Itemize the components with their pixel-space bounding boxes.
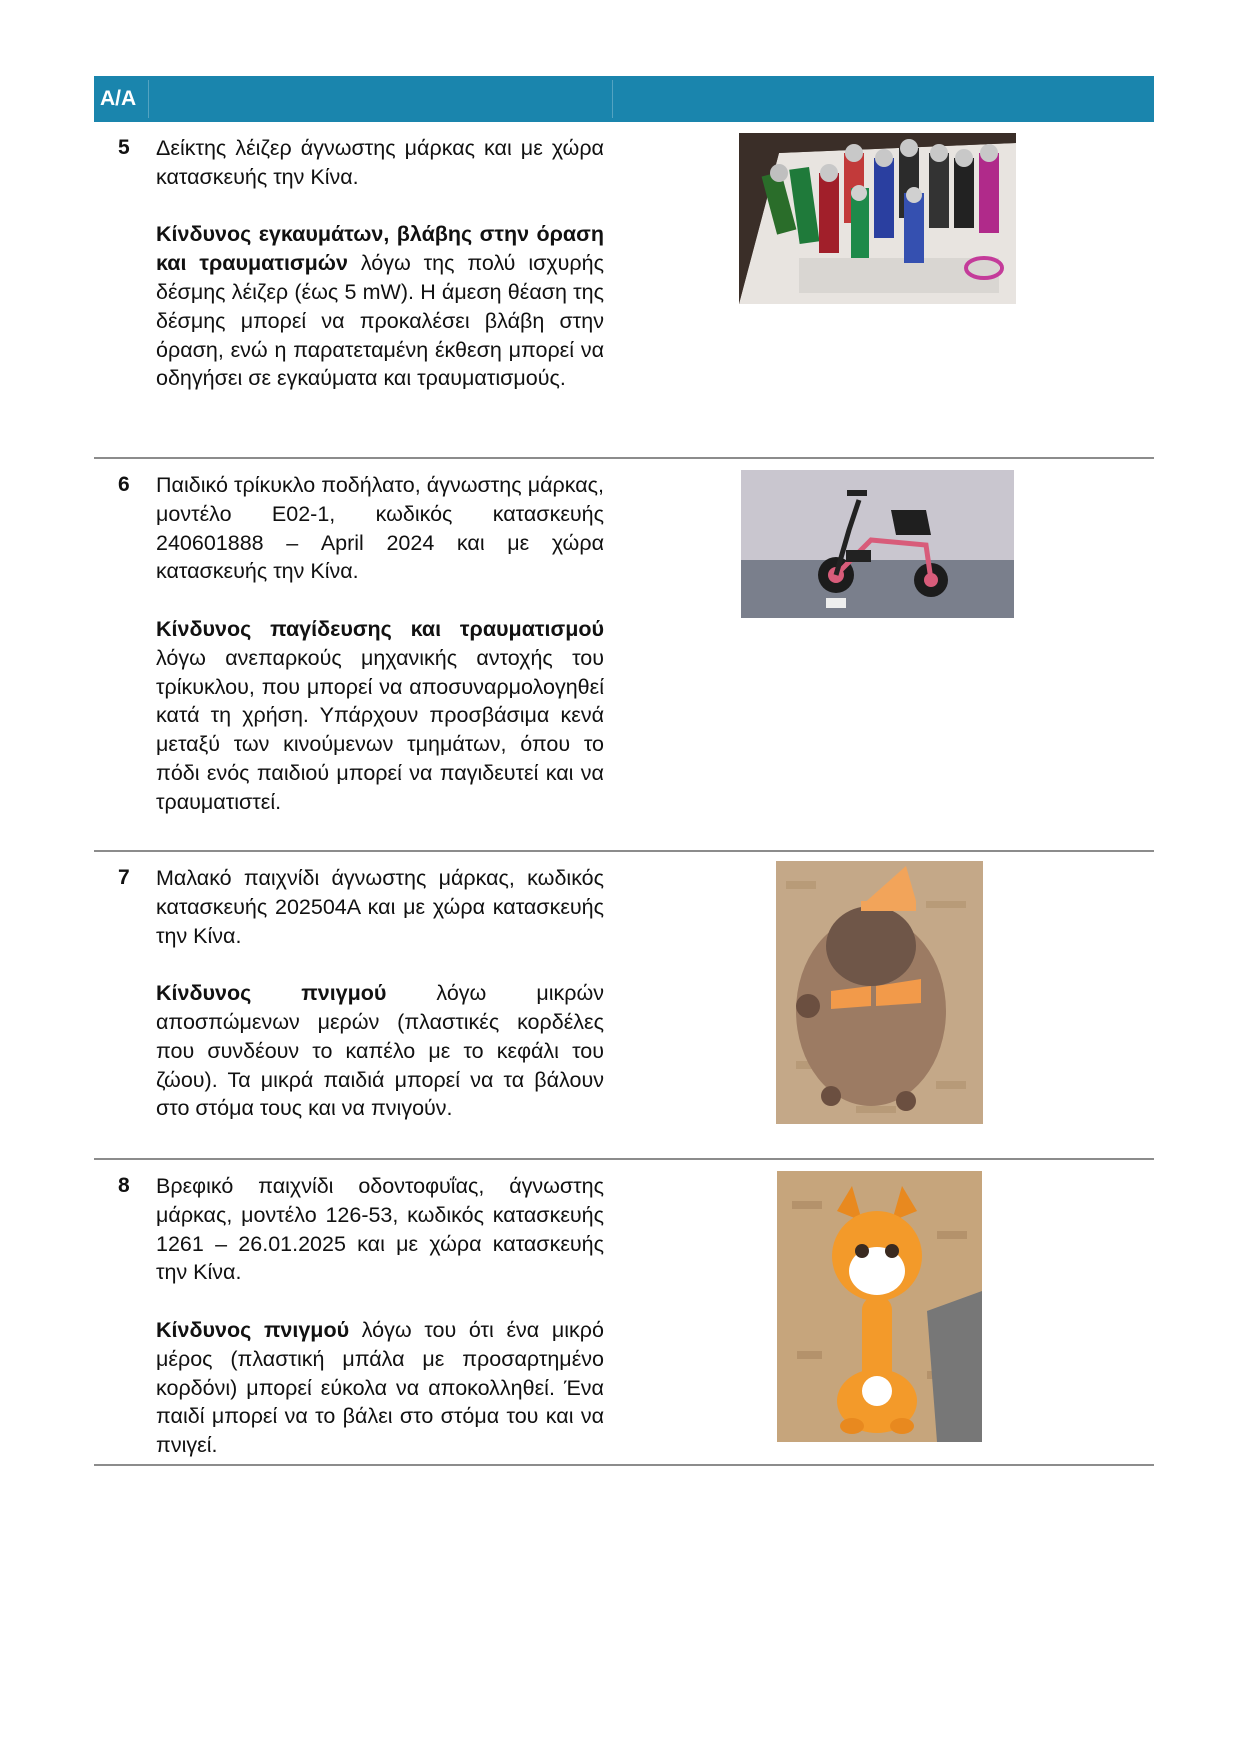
hazard-text: λόγω της πολύ ισχυρής δέσμης λέιζερ (έως 5 mW). Η άμεση θέαση της δέσμης μπορεί να προκαλέσει βλάβη στην όραση, ενώ η παρατεταμένη έκθεση μπορεί να οδηγήσει σε εγκαύματα και τραυματισμούς. [156,251,604,391]
table-row [94,459,1154,852]
product-description: Παιδικό τρίκυκλο ποδήλατο, άγνωστης μάρκας, μοντέλο E02-1, κωδικός κατασκευής 240601888 – April 2024 και με χώρα κατασκευής την Κίνα. [156,473,604,584]
row-text [156,134,604,393]
header-divider [612,80,613,118]
table-row [94,122,1154,459]
laser-pointers-photo [739,133,1016,304]
hazard-title: Κίνδυνος παγίδευσης και τραυματισμού [156,616,604,641]
hazard-paragraph [156,1316,604,1460]
header-aa: A/A [100,87,137,110]
hazard-text: λόγω μικρών αποσπώμενων μερών (πλαστικές κορδέλες που συνδέουν το καπέλο με το κεφάλι του ζώου). Τα μικρά παιδιά μπορεί να τα βάλουν στο στόμα τους και να πνιγούν. [156,981,604,1121]
product-table [94,76,1154,1466]
hazard-title: Κίνδυνος πνιγμού [156,981,387,1006]
product-description: Δείκτης λέιζερ άγνωστης μάρκας και με χώρα κατασκευής την Κίνα. [156,136,604,189]
hazard-text: λόγω του ότι ένα μικρό μέρος (πλαστική μπάλα με προσαρτημένο κορδόνι) μπορεί εύκολα να αποκολληθεί. Ένα παιδί μπορεί να το βάλει στο στόμα του και να πνιγεί. [156,1317,604,1458]
header-divider [148,80,149,118]
teether-toy-photo [777,1171,982,1442]
hazard-text: λόγω ανεπαρκούς μηχανικής αντοχής του τρίκυκλου, που μπορεί να αποσυναρμολογηθεί κατά τη χρήση. Υπάρχουν προσβάσιμα κενά μεταξύ των κινούμενων τμημάτων, όπου το πόδι ενός παιδιού μπορεί να παγιδευτεί και να τραυματιστεί. [156,645,604,814]
row-number: 6 [118,473,130,496]
hazard-paragraph [156,615,604,817]
table-row [94,852,1154,1160]
table-header [94,76,1154,122]
row-text [156,864,604,1123]
tricycle-photo [741,470,1014,618]
soft-toy-photo [776,861,983,1124]
hazard-title: Κίνδυνος πνιγμού [156,1317,350,1342]
row-text [156,1172,604,1460]
product-description: Μαλακό παιχνίδι άγνωστης μάρκας, κωδικός κατασκευής 202504A και με χώρα κατασκευής την Κίνα. [156,866,604,948]
product-description: Βρεφικό παιχνίδι οδοντοφυΐας, άγνωστης μάρκας, μοντέλο 126-53, κωδικός κατασκευής 1261 – 26.01.2025 και με χώρα κατασκευής την Κίνα. [156,1174,604,1285]
row-number: 5 [118,136,130,159]
row-number: 8 [118,1174,130,1197]
hazard-paragraph [156,220,604,393]
table-row [94,1160,1154,1466]
hazard-title: Κίνδυνος εγκαυμάτων, βλάβης στην όραση και τραυματισμών [156,222,604,276]
row-number: 7 [118,866,130,889]
row-text [156,471,604,817]
hazard-paragraph [156,979,604,1123]
